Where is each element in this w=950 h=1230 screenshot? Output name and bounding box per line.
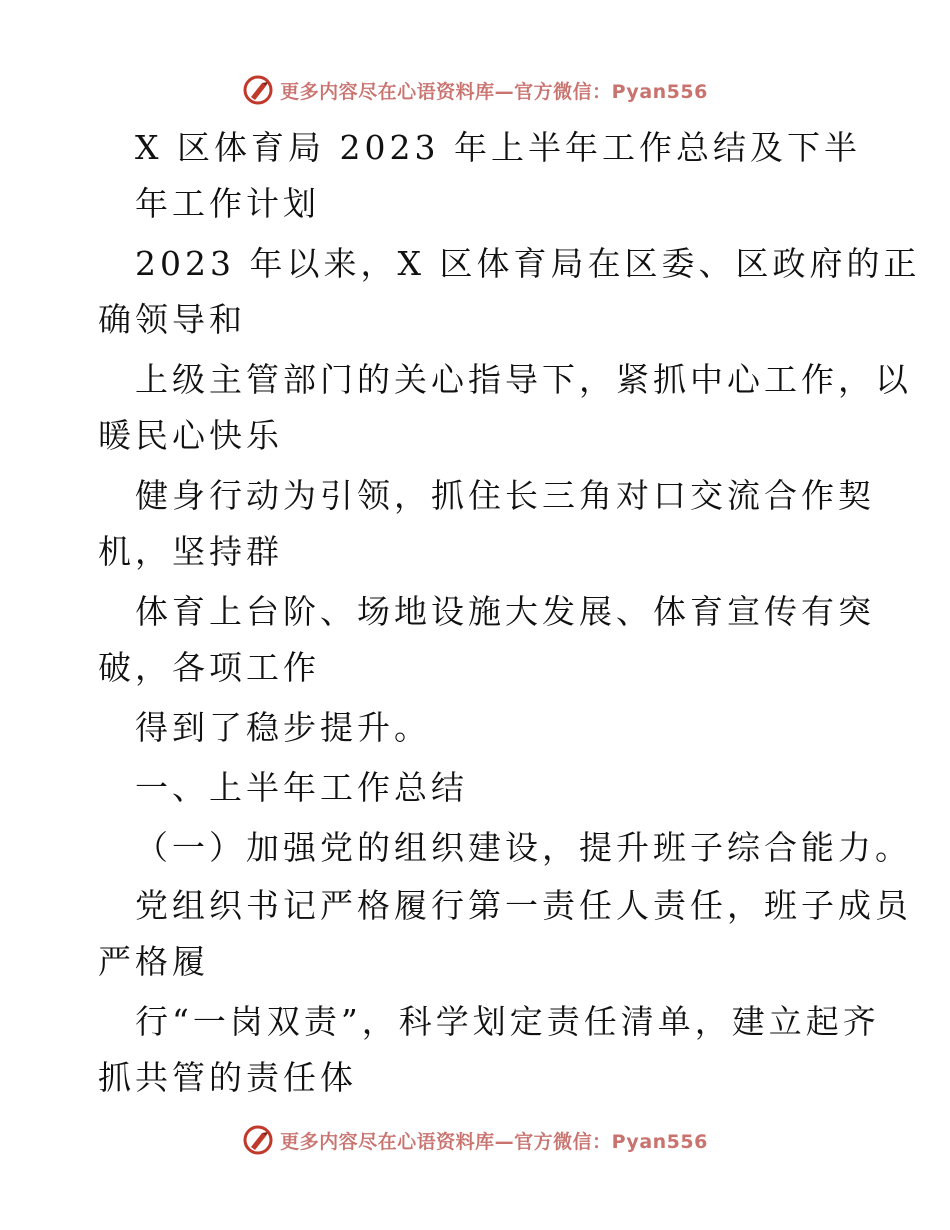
section-heading: 一、上半年工作总结 [135,768,468,807]
paragraph-line: 党组织书记严格履行第一责任人责任，班子成员 [135,886,912,925]
header-watermark-text: 更多内容尽在心语资料库—官方微信：Pyan556 [280,80,708,103]
paragraph-line: 严格履 [98,942,209,981]
paragraph-line: 确领导和 [98,300,246,339]
paragraph-line: 破，各项工作 [98,648,320,687]
paragraph-line: 体育上台阶、场地设施大发展、体育宣传有突 [135,592,875,631]
paragraph-line: 抓共管的责任体 [98,1058,357,1097]
header-watermark-banner [0,70,950,110]
subsection-heading: （一）加强党的组织建设，提升班子综合能力。 [135,828,912,867]
paragraph-line: 机，坚持群 [98,532,283,571]
paragraph-line: 2023 年以来，X 区体育局在区委、区政府的正 [135,244,921,283]
document-title-line-2: 年工作计划 [135,184,320,223]
paragraph-line: 得到了稳步提升。 [135,708,431,747]
paragraph-line: 暖民心快乐 [98,416,283,455]
document-title-line-1: X 区体育局 2023 年上半年工作总结及下半 [135,128,861,167]
paragraph-line: 上级主管部门的关心指导下，紧抓中心工作，以 [135,360,912,399]
pen-circle-logo-icon [242,74,274,106]
paragraph-line: 健身行动为引领，抓住长三角对口交流合作契 [135,476,875,515]
footer-watermark-banner [0,1120,950,1160]
pen-circle-logo-icon [242,1124,274,1156]
footer-watermark-text: 更多内容尽在心语资料库—官方微信：Pyan556 [280,1130,708,1153]
paragraph-line: 行“一岗双责”，科学划定责任清单，建立起齐 [135,1002,880,1041]
